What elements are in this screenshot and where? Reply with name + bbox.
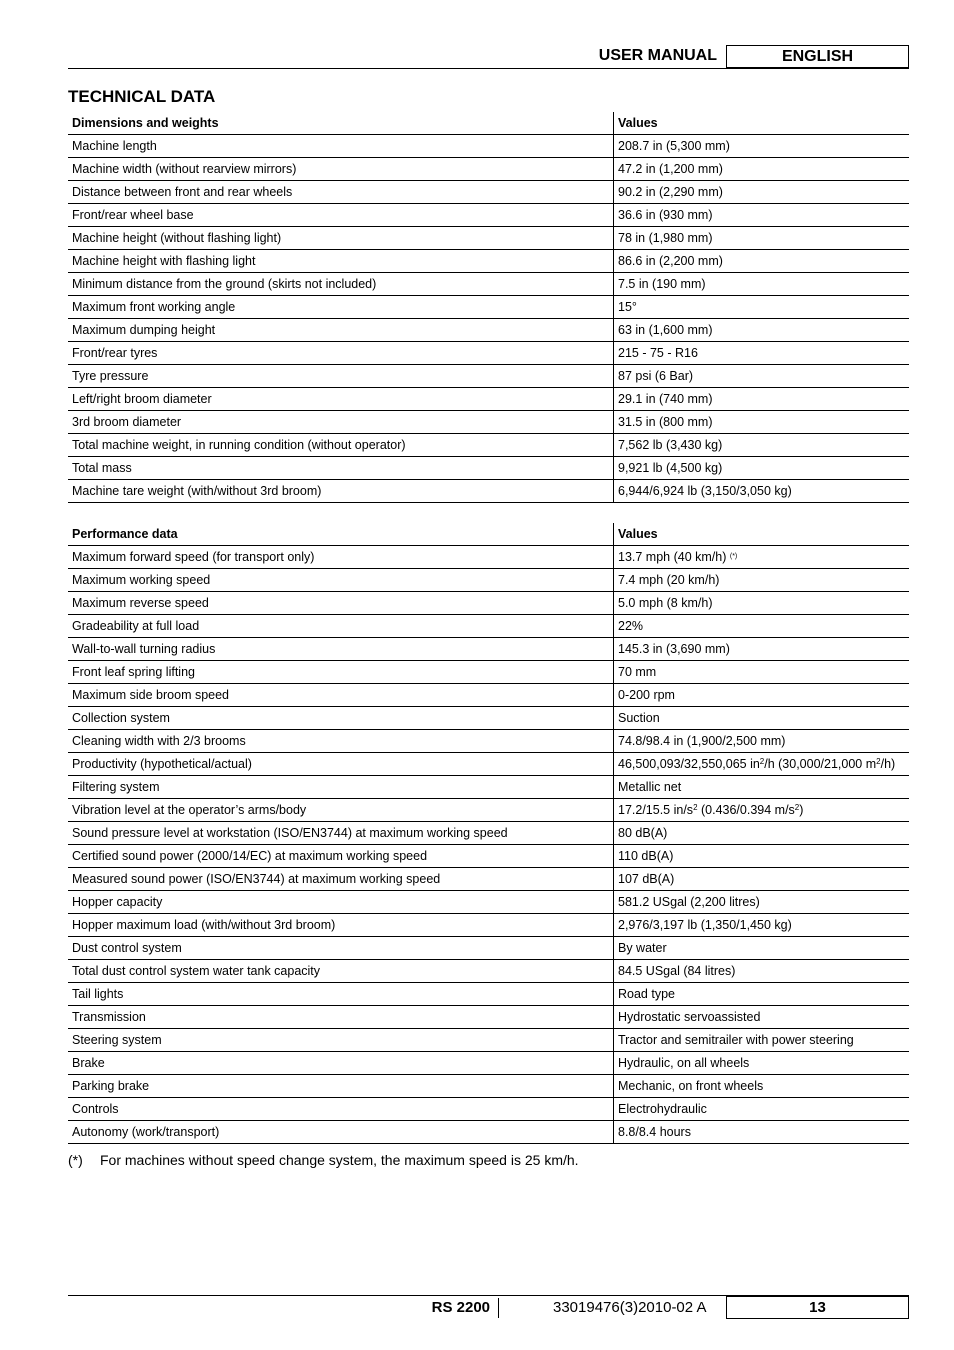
table-row — [68, 868, 909, 891]
table-row — [68, 615, 909, 638]
document-code: 33019476(3)2010-02 A — [553, 1299, 707, 1316]
row-label: Machine tare weight (with/without 3rd broom) — [68, 480, 614, 503]
row-value: 78 in (1,980 mm) — [614, 227, 910, 250]
row-value: 46,500,093/32,550,065 $in^2/h$ (30,000/21,000 $m^2/h$) — [614, 753, 910, 776]
table-row — [68, 365, 909, 388]
table-row — [68, 707, 909, 730]
table-row — [68, 135, 909, 158]
row-label: Distance between front and rear wheels — [68, 181, 614, 204]
row-value: Suction — [614, 707, 910, 730]
row-value: By water — [614, 937, 910, 960]
row-label: Total dust control system water tank capacity — [68, 960, 614, 983]
row-value: 80 dB(A) — [614, 822, 910, 845]
table-row — [68, 730, 909, 753]
row-value: Electrohydraulic — [614, 1098, 910, 1121]
row-label: Sound pressure level at workstation (ISO/EN3744) at maximum working speed — [68, 822, 614, 845]
footnote-mark: (*) — [729, 553, 738, 560]
row-label: Front/rear tyres — [68, 342, 614, 365]
row-label: Tail lights — [68, 983, 614, 1006]
row-label: Productivity (hypothetical/actual) — [68, 753, 614, 776]
row-label: Machine height (without flashing light) — [68, 227, 614, 250]
row-label: Hopper capacity — [68, 891, 614, 914]
row-label: Measured sound power (ISO/EN3744) at maximum working speed — [68, 868, 614, 891]
row-value: 90.2 in (2,290 mm) — [614, 181, 910, 204]
row-value: 7.4 mph (20 km/h) — [614, 569, 910, 592]
row-value: 107 dB(A) — [614, 868, 910, 891]
row-value: 110 dB(A) — [614, 845, 910, 868]
row-value: Hydrostatic servoassisted — [614, 1006, 910, 1029]
row-label: Vibration level at the operator’s arms/body — [68, 799, 614, 822]
table-row — [68, 638, 909, 661]
row-value: 581.2 USgal (2,200 litres) — [614, 891, 910, 914]
row-label: Minimum distance from the ground (skirts not included) — [68, 273, 614, 296]
table-row — [68, 776, 909, 799]
table-row — [68, 546, 909, 569]
table-row — [68, 891, 909, 914]
row-value: 7,562 lb (3,430 kg) — [614, 434, 910, 457]
column-header: Performance data — [68, 523, 614, 546]
table-row — [68, 250, 909, 273]
footnote-mark: (*) — [68, 1152, 83, 1168]
row-label: Left/right broom diameter — [68, 388, 614, 411]
row-value: 74.8/98.4 in (1,900/2,500 mm) — [614, 730, 910, 753]
row-value: 7.5 in (190 mm) — [614, 273, 910, 296]
row-value: 29.1 in (740 mm) — [614, 388, 910, 411]
row-value: Hydraulic, on all wheels — [614, 1052, 910, 1075]
table-row — [68, 1006, 909, 1029]
table-header-row — [68, 112, 909, 135]
table-row — [68, 569, 909, 592]
table-row — [68, 434, 909, 457]
row-label: Maximum working speed — [68, 569, 614, 592]
table-row — [68, 411, 909, 434]
row-value: Metallic net — [614, 776, 910, 799]
row-label: Steering system — [68, 1029, 614, 1052]
row-label: Transmission — [68, 1006, 614, 1029]
table-header-row — [68, 523, 909, 546]
table-row — [68, 661, 909, 684]
row-value: 22% — [614, 615, 910, 638]
row-value: 2,976/3,197 lb (1,350/1,450 kg) — [614, 914, 910, 937]
row-value: 15° — [614, 296, 910, 319]
row-label: Maximum forward speed (for transport only) — [68, 546, 614, 569]
table-row — [68, 480, 909, 503]
table-row — [68, 342, 909, 365]
row-value: 86.6 in (2,200 mm) — [614, 250, 910, 273]
row-value: 70 mm — [614, 661, 910, 684]
page-title: TECHNICAL DATA — [68, 87, 216, 106]
table-row — [68, 914, 909, 937]
row-value: 87 psi (6 Bar) — [614, 365, 910, 388]
row-label: Front leaf spring lifting — [68, 661, 614, 684]
row-label: Parking brake — [68, 1075, 614, 1098]
row-label: Maximum side broom speed — [68, 684, 614, 707]
table-row — [68, 227, 909, 250]
table-row — [68, 684, 909, 707]
row-label: Wall-to-wall turning radius — [68, 638, 614, 661]
row-label: Machine length — [68, 135, 614, 158]
row-label: Controls — [68, 1098, 614, 1121]
row-value: 17.2/15.5 $in/s^2$ (0.436/0.394 $m/s^2$) — [614, 799, 910, 822]
table-row — [68, 1029, 909, 1052]
row-label: Maximum front working angle — [68, 296, 614, 319]
row-label: Machine width (without rearview mirrors) — [68, 158, 614, 181]
table-row — [68, 1098, 909, 1121]
page-footer — [68, 1295, 909, 1319]
table-row — [68, 592, 909, 615]
row-label: Hopper maximum load (with/without 3rd broom) — [68, 914, 614, 937]
column-header: Dimensions and weights — [68, 112, 614, 135]
row-label: Collection system — [68, 707, 614, 730]
row-value: Tractor and semitrailer with power steering — [614, 1029, 910, 1052]
table-row — [68, 799, 909, 822]
footnote — [68, 1152, 579, 1168]
row-label: Maximum reverse speed — [68, 592, 614, 615]
row-label: Maximum dumping height — [68, 319, 614, 342]
row-label: Machine height with flashing light — [68, 250, 614, 273]
model-name: RS 2200 — [431, 1299, 490, 1316]
table-row — [68, 845, 909, 868]
table-row — [68, 457, 909, 480]
table-row — [68, 204, 909, 227]
table-row — [68, 753, 909, 776]
table-row — [68, 960, 909, 983]
table-row — [68, 1075, 909, 1098]
footnote-text: For machines without speed change system, the maximum speed is 25 km/h. — [100, 1152, 579, 1168]
language-label: ENGLISH — [726, 45, 909, 68]
performance-table — [68, 523, 909, 1144]
row-label: Autonomy (work/transport) — [68, 1121, 614, 1144]
row-value: 36.6 in (930 mm) — [614, 204, 910, 227]
row-value: 31.5 in (800 mm) — [614, 411, 910, 434]
row-value: 215 - 75 - R16 — [614, 342, 910, 365]
footer-divider — [498, 1298, 499, 1318]
row-label: Gradeability at full load — [68, 615, 614, 638]
row-label: Total machine weight, in running condition (without operator) — [68, 434, 614, 457]
table-row — [68, 822, 909, 845]
row-value: Mechanic, on front wheels — [614, 1075, 910, 1098]
row-value: 9,921 lb (4,500 kg) — [614, 457, 910, 480]
row-label: Dust control system — [68, 937, 614, 960]
table-row — [68, 937, 909, 960]
page-number: 13 — [726, 1296, 909, 1319]
row-label: Front/rear wheel base — [68, 204, 614, 227]
manual-label: USER MANUAL — [598, 47, 717, 64]
row-label: Brake — [68, 1052, 614, 1075]
table-row — [68, 1052, 909, 1075]
row-value: 63 in (1,600 mm) — [614, 319, 910, 342]
table-row — [68, 296, 909, 319]
dimensions-table — [68, 112, 909, 503]
row-label: Total mass — [68, 457, 614, 480]
row-value: 6,944/6,924 lb (3,150/3,050 kg) — [614, 480, 910, 503]
row-label: Certified sound power (2000/14/EC) at maximum working speed — [68, 845, 614, 868]
row-value: 47.2 in (1,200 mm) — [614, 158, 910, 181]
row-value: 0-200 rpm — [614, 684, 910, 707]
column-header: Values — [614, 112, 910, 135]
row-label: Tyre pressure — [68, 365, 614, 388]
table-row — [68, 1121, 909, 1144]
table-row — [68, 273, 909, 296]
row-value: 208.7 in (5,300 mm) — [614, 135, 910, 158]
row-label: Filtering system — [68, 776, 614, 799]
table-row — [68, 158, 909, 181]
row-label: 3rd broom diameter — [68, 411, 614, 434]
table-row — [68, 983, 909, 1006]
table-row — [68, 319, 909, 342]
row-label: Cleaning width with 2/3 brooms — [68, 730, 614, 753]
table-row — [68, 181, 909, 204]
row-value: 145.3 in (3,690 mm) — [614, 638, 910, 661]
row-value: 5.0 mph (8 km/h) — [614, 592, 910, 615]
row-value: Road type — [614, 983, 910, 1006]
row-value: 84.5 USgal (84 litres) — [614, 960, 910, 983]
row-value: 8.8/8.4 hours — [614, 1121, 910, 1144]
row-value: 13.7 mph (40 km/h) (*) — [614, 546, 910, 569]
column-header: Values — [614, 523, 910, 546]
page-header — [68, 45, 909, 69]
table-row — [68, 388, 909, 411]
